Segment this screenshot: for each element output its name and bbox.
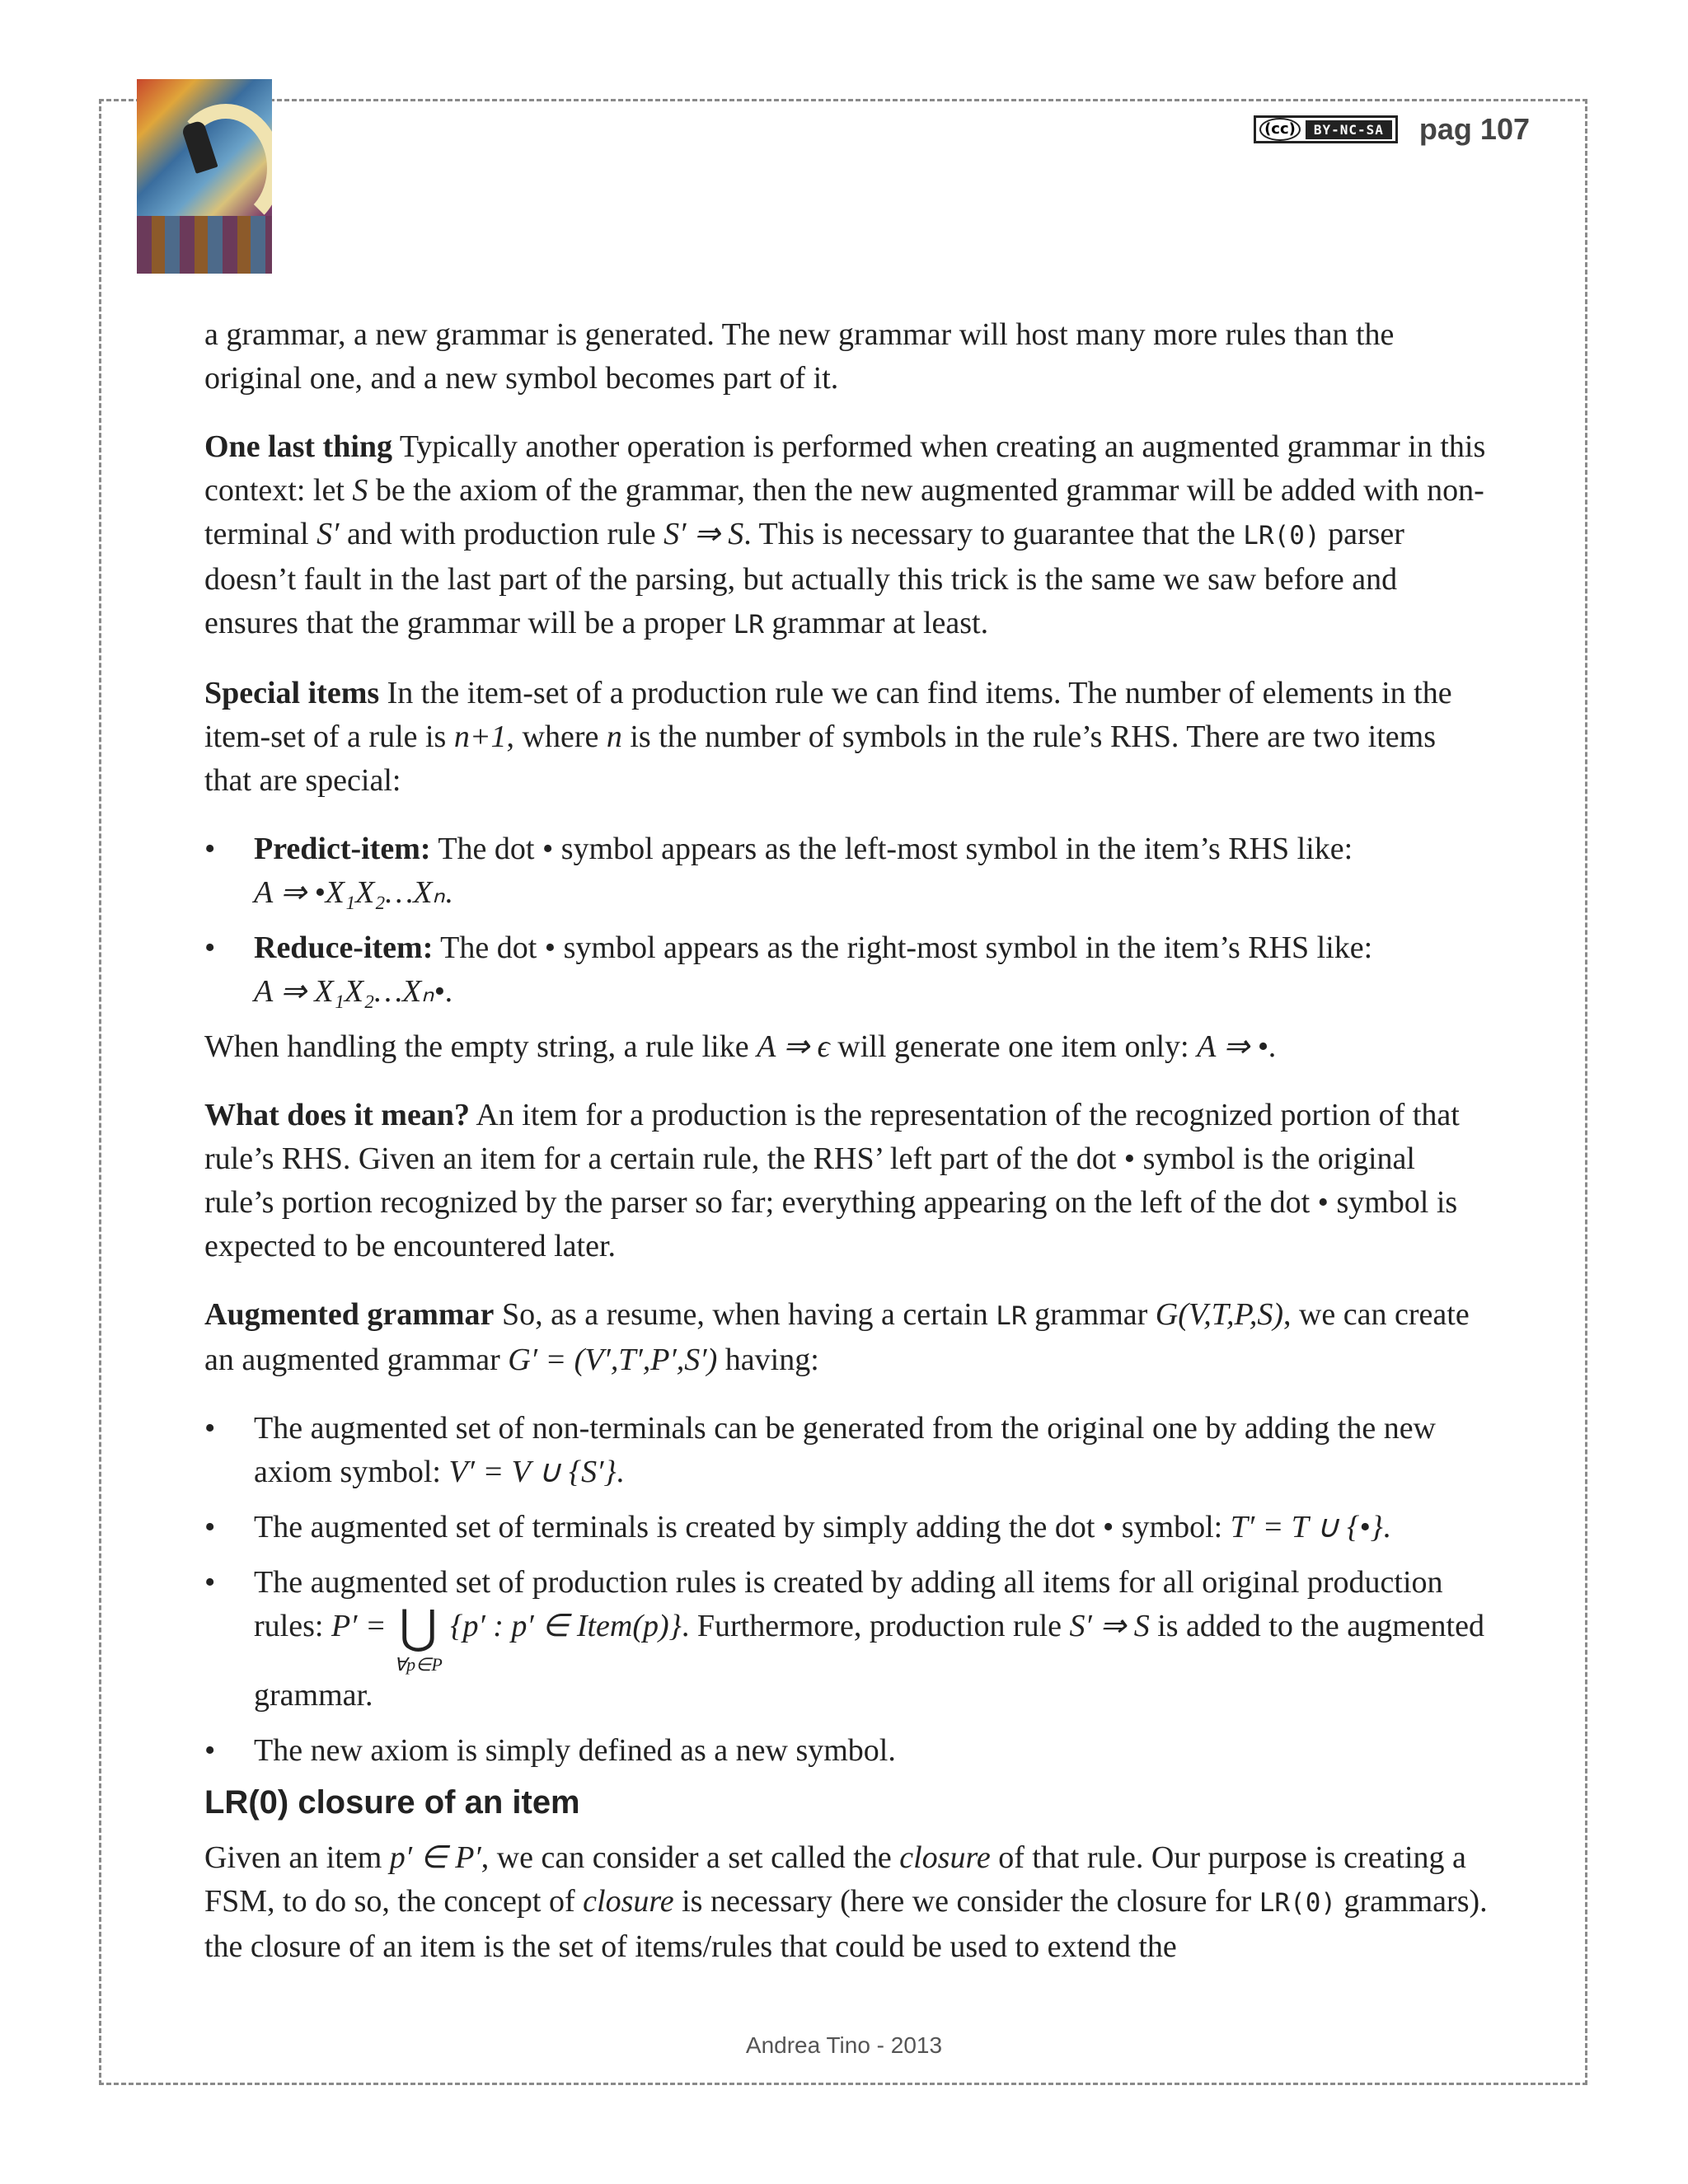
intro-paragraph — [204, 313, 1490, 401]
one-last-thing-title: One last thing — [204, 429, 393, 464]
intro-text: a grammar, a new grammar is generated. The new grammar will host many more rules than the original one, and a new symbol becomes part of it. — [204, 317, 1395, 396]
list-item: • The augmented set of non-terminals can be generated from the original one by adding the new axiom symbol: V′ = V ∪ {S′}. — [204, 1407, 1490, 1494]
text-run: Given an item — [204, 1840, 390, 1875]
what-does-it-mean-title: What does it mean? — [204, 1098, 470, 1132]
page-header — [1254, 112, 1530, 147]
text-run: . Furthermore, production rule — [681, 1609, 1070, 1643]
list-item — [204, 1729, 1490, 1773]
math-formula: n+1 — [453, 719, 507, 754]
text-run: In the item-set of a production rule we can find items. The number of elements in the item-set of a rule is — [204, 676, 1452, 754]
text-run: , we can consider a set called the — [481, 1840, 900, 1875]
text-run: grammar at least. — [763, 606, 989, 640]
math-formula: P′ = — [331, 1609, 387, 1643]
math-formula: G(V,T,P,S) — [1155, 1297, 1283, 1332]
code-lr0: LR(0) — [1259, 1888, 1337, 1918]
what-does-it-mean-paragraph — [204, 1094, 1490, 1268]
text-run: grammars). the closure of an item is the set of items/rules that could be used to extend the — [204, 1884, 1488, 1964]
text-run: grammar — [1026, 1297, 1156, 1332]
text-run: having: — [717, 1343, 819, 1377]
math-formula: T′ = T ∪ {•} — [1230, 1510, 1383, 1544]
big-union-operator — [394, 1602, 443, 1675]
text-run: The augmented set of non-terminals can be generated from the original one by adding the new axiom symbol: — [254, 1411, 1436, 1489]
predict-item-title: Predict-item: — [254, 832, 431, 866]
list-item: • The augmented set of terminals is created by simply adding the dot • symbol: T′ = T ∪ {•}. — [204, 1506, 1490, 1549]
empty-string-paragraph: When handling the empty string, a rule like A ⇒ ϵ will generate one item only: A ⇒ •. — [204, 1029, 1277, 1064]
text-run: The dot • symbol appears as the right-most symbol in the item’s RHS like: — [433, 930, 1373, 965]
list-item — [204, 1561, 1490, 1718]
math-formula: A ⇒ ϵ — [757, 1029, 830, 1064]
augmented-grammar-list — [204, 1407, 1490, 1773]
text-run: Typically another operation is performed when creating an augmented grammar in this context: let — [204, 429, 1486, 508]
one-last-thing-paragraph — [204, 425, 1490, 647]
math-formula: A ⇒ •X₁X₂…Xₙ — [254, 875, 445, 910]
cc-license-text: BY-NC-SA — [1306, 120, 1392, 139]
union-symbol: ⋃ — [399, 1602, 438, 1653]
page-content — [204, 313, 1490, 1994]
text-run: parser doesn’t fault in the last part of the parsing, but actually this trick is the same we saw before and ensures that the grammar will be a proper — [204, 517, 1404, 640]
cover-swirl-shape — [170, 104, 272, 232]
math-symbol: n — [606, 719, 622, 754]
text-run: The new axiom is simply defined as a new symbol. — [254, 1733, 896, 1768]
cc-license-badge — [1254, 115, 1398, 143]
text-run: will generate one item only: — [829, 1029, 1198, 1064]
union-subscript: ∀p∈P — [394, 1654, 443, 1675]
math-formula: A ⇒ X₁X₂…Xₙ• — [254, 974, 445, 1009]
math-formula: V′ = V ∪ {S′} — [448, 1455, 617, 1489]
math-formula: G′ = (V′,T′,P′,S′) — [508, 1343, 718, 1377]
text-run: An item for a production is the representation of the recognized portion of that rule’s RHS. Given an item for a certain rule, the RHS’ left part of the dot • symbol is the original rule’s portion recognized by the parser so far; everything appearing on the left of the dot • symbol is expected to be encountered later. — [204, 1098, 1460, 1263]
text-run: , where — [506, 719, 607, 754]
special-items-paragraph — [204, 672, 1490, 803]
text-run: is necessary (here we consider the closure for — [673, 1884, 1259, 1919]
text-run: , we can create an augmented grammar — [204, 1297, 1470, 1377]
emphasis-closure: closure — [899, 1840, 991, 1875]
closure-paragraph — [204, 1836, 1490, 1969]
cc-icon: (cc) — [1259, 118, 1301, 141]
text-run: When handling the empty string, a rule like — [204, 1029, 757, 1064]
page-footer: Andrea Tino - 2013 — [745, 2032, 943, 2058]
math-symbol: S′ — [316, 517, 340, 551]
special-items-title: Special items — [204, 676, 380, 710]
text-run: of that rule. Our purpose is creating a FSM, to do so, the concept of — [204, 1840, 1466, 1919]
math-formula: S′ ⇒ S — [663, 517, 744, 551]
text-run: The augmented set of production rules is created by adding all items for all original production rules: — [254, 1565, 1443, 1643]
math-formula: {p′ : p′ ∈ Item(p)} — [450, 1609, 682, 1643]
text-run: and with production rule — [339, 517, 664, 551]
math-formula: S′ ⇒ S — [1069, 1609, 1150, 1643]
special-items-list — [204, 827, 1490, 1014]
text-run: is the number of symbols in the rule’s RHS. There are two items that are special: — [204, 719, 1437, 798]
cover-buildings-shape — [137, 216, 272, 274]
math-formula: p′ ∈ P′ — [389, 1840, 481, 1875]
math-formula: A ⇒ • — [1197, 1029, 1268, 1064]
text-run: The dot • symbol appears as the left-most symbol in the item’s RHS like: — [430, 832, 1353, 866]
list-item: • Predict-item: The dot • symbol appears as the left-most symbol in the item’s RHS like: A ⇒ •X₁X₂…Xₙ. — [204, 827, 1490, 915]
emphasis-closure: closure — [583, 1884, 674, 1919]
list-item: • Reduce-item: The dot • symbol appears as the right-most symbol in the item’s RHS like: A ⇒ X₁X₂…Xₙ•. — [204, 926, 1490, 1014]
text-run: be the axiom of the grammar, then the new augmented grammar will be added with non-terminal — [204, 473, 1484, 551]
section-heading: LR(0) closure of an item — [204, 1784, 580, 1821]
augmented-grammar-title: Augmented grammar — [204, 1297, 495, 1332]
math-symbol: S — [352, 473, 368, 508]
text-run: is added to the augmented grammar. — [254, 1609, 1484, 1713]
code-lr0: LR(0) — [1243, 521, 1320, 551]
text-run: The augmented set of terminals is created by simply adding the dot • symbol: — [254, 1510, 1231, 1544]
book-cover-thumbnail — [137, 79, 272, 274]
code-lr: LR — [733, 610, 764, 640]
code-lr: LR — [996, 1301, 1027, 1331]
page-number: pag 107 — [1418, 112, 1530, 146]
augmented-grammar-paragraph — [204, 1293, 1490, 1382]
text-run: . This is necessary to guarantee that the — [743, 517, 1244, 551]
reduce-item-title: Reduce-item: — [254, 930, 434, 965]
text-run: So, as a resume, when having a certain — [494, 1297, 996, 1332]
